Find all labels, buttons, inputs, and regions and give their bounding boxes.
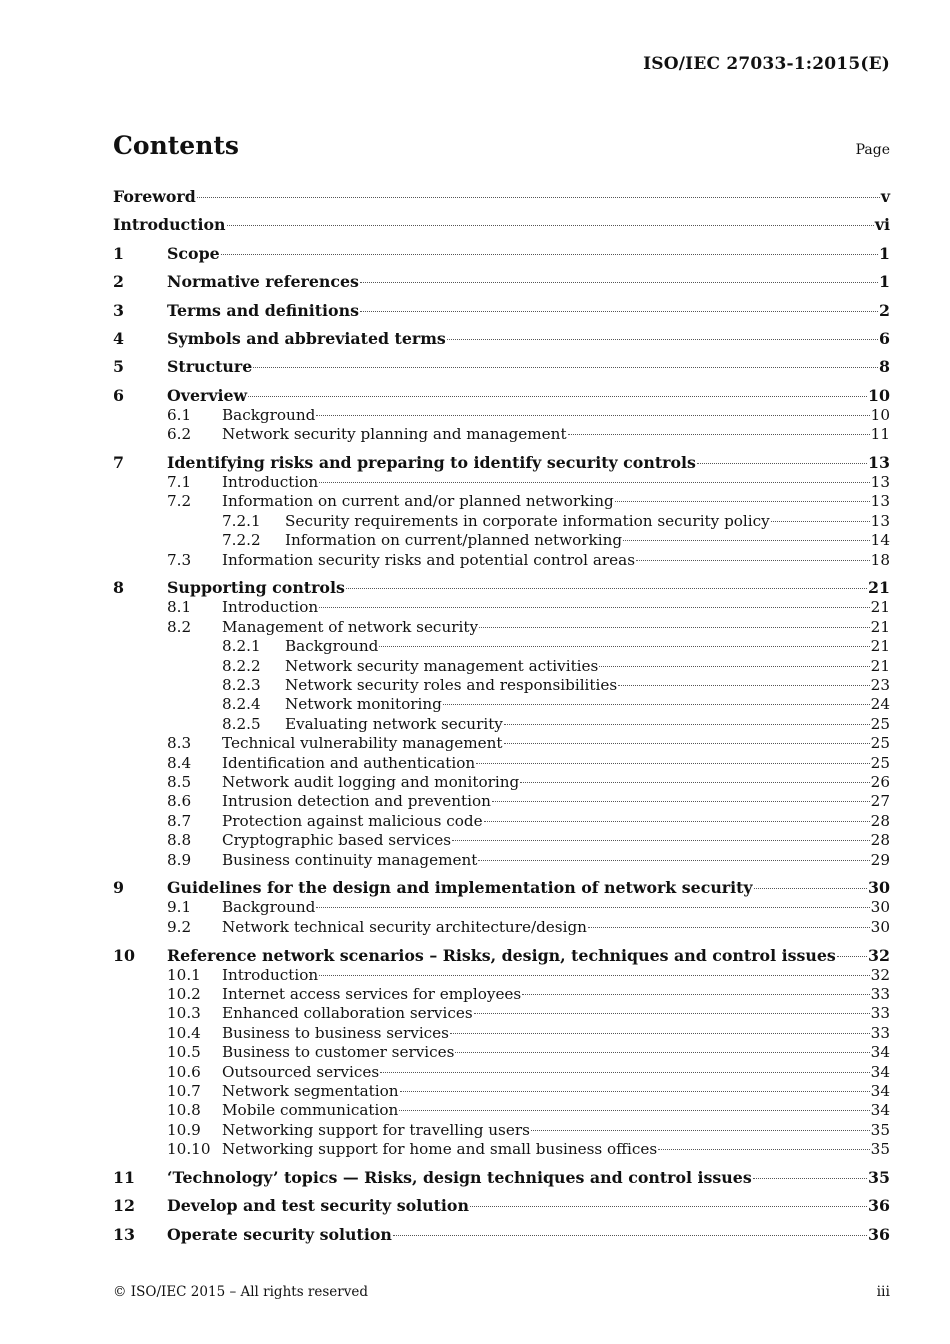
toc-entry-number: 7.2.2 (222, 531, 261, 550)
toc-entry-page: 25 (870, 714, 890, 733)
toc-entry-number: 10.10 (167, 1140, 211, 1159)
toc-entry-label: Guidelines for the design and implementation of network security (167, 878, 753, 898)
toc-entry-number: 2 (113, 272, 124, 292)
toc-entry-number: 12 (113, 1196, 135, 1216)
dot-leader (253, 367, 878, 368)
toc-entry-page: 34 (870, 1082, 890, 1101)
toc-entry-label: Technical vulnerability management (222, 734, 503, 753)
toc-entry-page: 35 (870, 1140, 890, 1159)
toc-entry-page: 21 (868, 578, 890, 598)
toc-entry-page: 1 (879, 243, 890, 263)
toc-entry-number: 8.2.2 (222, 656, 261, 675)
toc-entry-number: 8.2.5 (222, 714, 261, 733)
toc-entry-label: Network monitoring (285, 695, 442, 714)
toc-entry-number: 8.2 (167, 617, 192, 636)
dot-leader (319, 975, 869, 976)
toc-entry[interactable] (113, 1004, 890, 1023)
toc-entry-number: 10.4 (167, 1023, 201, 1042)
toc-entry[interactable] (113, 531, 890, 550)
toc-entry-label: Scope (167, 243, 220, 263)
toc-entry-label: Intrusion detection and prevention (222, 792, 491, 811)
footer-page-number: iii (876, 1284, 890, 1300)
toc-entry-label: Introduction (222, 965, 319, 984)
toc-entry[interactable] (113, 715, 890, 734)
toc-entry-label: Enhanced collaboration services (222, 1004, 473, 1023)
toc-entry-page: 24 (870, 695, 890, 714)
toc-entry-label: Business to customer services (222, 1043, 455, 1062)
toc-entry-label: Mobile communication (222, 1101, 399, 1120)
toc-entry-number: 11 (113, 1168, 135, 1188)
toc-entry-label: Management of network security (222, 617, 479, 636)
dot-leader (399, 1110, 869, 1111)
toc-entry-number: 7.3 (167, 550, 192, 569)
toc-entry-page: vi (874, 215, 890, 235)
toc-entry-page: 8 (879, 357, 890, 377)
toc-entry-page: 25 (870, 753, 890, 772)
toc-entry[interactable] (113, 695, 890, 714)
toc-entry-number: 9.2 (167, 917, 192, 936)
toc-entry-page: 2 (879, 300, 890, 320)
toc-entry-number: 8.9 (167, 850, 192, 869)
toc-entry-label: Network audit logging and monitoring (222, 773, 520, 792)
toc-entry-number: 8.5 (167, 773, 192, 792)
toc-entry[interactable] (113, 271, 890, 292)
toc-entry-label: Overview (167, 385, 248, 405)
toc-entry[interactable] (113, 1043, 890, 1062)
toc-entry[interactable] (113, 985, 890, 1004)
dot-leader (470, 1206, 867, 1207)
toc-entry[interactable] (113, 657, 890, 676)
dot-leader (452, 840, 870, 841)
dot-leader (319, 482, 869, 483)
dot-leader (504, 743, 870, 744)
toc-entry-number: 8.3 (167, 734, 192, 753)
toc-entry-label: Outsourced services (222, 1062, 380, 1081)
dot-leader (492, 801, 870, 802)
toc-entry-label: Introduction (222, 598, 319, 617)
toc-entry-label: Network security roles and responsibilities (285, 675, 618, 694)
toc-entry-number: 8 (113, 578, 124, 598)
toc-entry[interactable] (113, 676, 890, 695)
dot-leader (455, 1052, 869, 1053)
toc-entry-number: 6.2 (167, 425, 192, 444)
toc-entry-label: Business continuity management (222, 850, 478, 869)
toc-entry-page: 35 (868, 1168, 890, 1188)
toc-entry[interactable] (113, 1224, 890, 1245)
toc-entry-label: Information on current and/or planned networking (222, 492, 614, 511)
toc-entry-number: 10.7 (167, 1082, 201, 1101)
toc-entry-number: 10.2 (167, 985, 201, 1004)
toc-entry-label: ‘Technology’ topics — Risks, design techniques and control issues (167, 1168, 752, 1188)
toc-entry-page: 34 (870, 1043, 890, 1062)
toc-entry[interactable] (113, 773, 890, 792)
dot-leader (753, 1178, 867, 1179)
toc-entry-number: 3 (113, 300, 124, 320)
toc-entry-page: 25 (870, 734, 890, 753)
toc-entry-page: 21 (870, 656, 890, 675)
dot-leader (346, 588, 867, 589)
toc-entry[interactable] (113, 425, 890, 444)
toc-entry-number: 8.6 (167, 792, 192, 811)
dot-leader (658, 1149, 870, 1150)
dot-leader (227, 225, 874, 226)
dot-leader (221, 254, 878, 255)
toc-entry-number: 10.5 (167, 1043, 201, 1062)
toc-entry-number: 7.2 (167, 492, 192, 511)
toc-entry-page: 28 (870, 811, 890, 830)
table-of-contents (113, 186, 890, 1245)
toc-entry[interactable] (113, 300, 890, 321)
dot-leader (531, 1130, 870, 1131)
toc-entry-label: Networking support for home and small business offices (222, 1140, 658, 1159)
toc-entry-page: 21 (870, 598, 890, 617)
toc-entry[interactable] (113, 918, 890, 937)
toc-entry[interactable] (113, 618, 890, 637)
toc-entry-page: 23 (870, 675, 890, 694)
toc-entry[interactable] (113, 851, 890, 870)
page-column-label: Page (855, 142, 890, 158)
toc-entry-label: Background (222, 405, 316, 424)
toc-entry-page: 32 (868, 945, 890, 965)
toc-entry-number: 5 (113, 357, 124, 377)
toc-entry-label: Structure (167, 357, 253, 377)
toc-entry[interactable] (113, 812, 890, 831)
toc-entry[interactable] (113, 1024, 890, 1043)
dot-leader (520, 782, 869, 783)
toc-entry[interactable] (113, 577, 890, 598)
toc-entry-label: Internet access services for employees (222, 985, 522, 1004)
toc-entry-number: 4 (113, 328, 124, 348)
toc-entry-label: Network segmentation (222, 1082, 399, 1101)
toc-entry-number: 10.1 (167, 965, 201, 984)
toc-entry[interactable] (113, 831, 890, 850)
toc-entry-label: Normative references (167, 272, 359, 292)
toc-entry-number: 8.2.3 (222, 675, 261, 694)
toc-entry-page: 21 (870, 637, 890, 656)
toc-entry-label: Network security management activities (285, 656, 599, 675)
toc-entry-label: Security requirements in corporate information security policy (285, 511, 770, 530)
toc-entry-label: Network security planning and management (222, 425, 567, 444)
toc-entry[interactable] (113, 186, 890, 207)
dot-leader (484, 821, 870, 822)
toc-entry-number: 10.6 (167, 1062, 201, 1081)
toc-entry-label: Reference network scenarios – Risks, design, techniques and control issues (167, 945, 836, 965)
dot-leader (360, 282, 878, 283)
toc-entry-page: 34 (870, 1062, 890, 1081)
toc-entry[interactable] (113, 512, 890, 531)
dot-leader (316, 415, 869, 416)
toc-entry-page: 32 (870, 965, 890, 984)
dot-leader (360, 311, 878, 312)
toc-entry[interactable] (113, 945, 890, 966)
toc-entry-page: 11 (870, 425, 890, 444)
toc-entry[interactable] (113, 792, 890, 811)
toc-entry-page: 13 (870, 472, 890, 491)
dot-leader (478, 860, 869, 861)
dot-leader (615, 501, 870, 502)
toc-entry-number: 8.2.4 (222, 695, 261, 714)
dot-leader (568, 434, 870, 435)
dot-leader (636, 560, 870, 561)
toc-entry-label: Evaluating network security (285, 714, 503, 733)
toc-entry-number: 8.7 (167, 811, 192, 830)
toc-entry-label: Information security risks and potential control areas (222, 550, 636, 569)
toc-entry-label: Identifying risks and preparing to identify security controls (167, 452, 696, 472)
dot-leader (450, 1033, 870, 1034)
toc-entry[interactable] (113, 214, 890, 235)
toc-entry-page: 36 (868, 1224, 890, 1244)
toc-entry[interactable] (113, 754, 890, 773)
toc-entry[interactable] (113, 1167, 890, 1188)
toc-entry-number: 10.8 (167, 1101, 201, 1120)
toc-entry[interactable] (113, 551, 890, 570)
toc-entry-label: Foreword (113, 187, 196, 206)
toc-entry-page: 34 (870, 1101, 890, 1120)
toc-entry[interactable] (113, 473, 890, 492)
toc-entry[interactable] (113, 385, 890, 406)
toc-entry-label: Background (222, 898, 316, 917)
toc-entry-label: Protection against malicious code (222, 811, 483, 830)
toc-entry-page: 10 (868, 385, 890, 405)
toc-entry[interactable] (113, 328, 890, 349)
toc-entry-number: 10 (113, 945, 135, 965)
toc-entry-number: 13 (113, 1224, 135, 1244)
dot-leader (599, 666, 869, 667)
dot-leader (588, 927, 870, 928)
toc-entry-page: 6 (879, 328, 890, 348)
toc-entry-page: 30 (870, 917, 890, 936)
toc-entry[interactable] (113, 1063, 890, 1082)
toc-entry-number: 9 (113, 878, 124, 898)
toc-entry[interactable] (113, 356, 890, 377)
toc-entry-number: 6 (113, 385, 124, 405)
dot-leader (504, 724, 870, 725)
toc-entry-page: 29 (870, 850, 890, 869)
dot-leader (380, 1072, 870, 1073)
dot-leader (316, 907, 869, 908)
toc-entry-label: Introduction (222, 472, 319, 491)
dot-leader (697, 463, 867, 464)
toc-entry-page: v (880, 187, 890, 206)
toc-entry-number: 6.1 (167, 405, 192, 424)
dot-leader (447, 339, 878, 340)
toc-entry-label: Networking support for travelling users (222, 1120, 530, 1139)
dot-leader (837, 956, 867, 957)
toc-entry[interactable] (113, 1195, 890, 1216)
toc-entry-number: 7.1 (167, 472, 192, 491)
toc-entry-label: Supporting controls (167, 578, 345, 598)
dot-leader (400, 1091, 870, 1092)
toc-entry-page: 33 (870, 985, 890, 1004)
toc-entry-label: Develop and test security solution (167, 1196, 469, 1216)
toc-entry-page: 33 (870, 1004, 890, 1023)
dot-leader (248, 396, 867, 397)
toc-entry-number: 8.2.1 (222, 637, 261, 656)
toc-entry-page: 26 (870, 773, 890, 792)
page-title: Contents (113, 131, 240, 160)
dot-leader (754, 888, 867, 889)
toc-entry[interactable] (113, 492, 890, 511)
dot-leader (197, 197, 880, 198)
copyright-notice: © ISO/IEC 2015 – All rights reserved (113, 1284, 368, 1300)
toc-entry-page: 35 (870, 1120, 890, 1139)
toc-entry-number: 8.4 (167, 753, 192, 772)
toc-entry-number: 7.2.1 (222, 511, 261, 530)
toc-entry-label: Cryptographic based services (222, 831, 452, 850)
toc-entry-label: Network technical security architecture/design (222, 917, 587, 936)
toc-entry-page: 36 (868, 1196, 890, 1216)
toc-entry-page: 30 (870, 898, 890, 917)
toc-entry-page: 30 (868, 878, 890, 898)
toc-entry-page: 10 (870, 405, 890, 424)
toc-entry-page: 18 (870, 550, 890, 569)
toc-entry-page: 1 (879, 272, 890, 292)
toc-entry-page: 28 (870, 831, 890, 850)
toc-entry[interactable] (113, 877, 890, 898)
dot-leader (618, 685, 870, 686)
toc-entry[interactable] (113, 452, 890, 473)
dot-leader (479, 627, 870, 628)
toc-entry-page: 33 (870, 1023, 890, 1042)
toc-entry-label: Introduction (113, 215, 226, 235)
toc-entry-number: 1 (113, 243, 124, 263)
toc-entry-number: 9.1 (167, 898, 192, 917)
toc-entry[interactable] (113, 598, 890, 617)
toc-entry-number: 8.8 (167, 831, 192, 850)
toc-entry[interactable] (113, 406, 890, 425)
toc-entry-label: Background (285, 637, 379, 656)
toc-entry-number: 7 (113, 452, 124, 472)
dot-leader (522, 994, 869, 995)
dot-leader (393, 1235, 867, 1236)
dot-leader (443, 704, 870, 705)
toc-entry-page: 13 (870, 492, 890, 511)
dot-leader (474, 1013, 870, 1014)
toc-entry-label: Operate security solution (167, 1224, 392, 1244)
toc-entry-page: 14 (870, 531, 890, 550)
dot-leader (379, 646, 869, 647)
toc-entry-label: Symbols and abbreviated terms (167, 328, 446, 348)
dot-leader (319, 607, 869, 608)
toc-entry-page: 13 (870, 511, 890, 530)
dot-leader (623, 540, 870, 541)
toc-entry[interactable] (113, 966, 890, 985)
toc-entry-number: 10.3 (167, 1004, 201, 1023)
toc-entry[interactable] (113, 734, 890, 753)
toc-entry[interactable] (113, 1140, 890, 1159)
toc-entry[interactable] (113, 898, 890, 917)
toc-entry[interactable] (113, 1121, 890, 1140)
toc-entry-number: 8.1 (167, 598, 192, 617)
toc-entry-page: 13 (868, 452, 890, 472)
toc-entry[interactable] (113, 637, 890, 656)
toc-entry-label: Identification and authentication (222, 753, 476, 772)
toc-entry-label: Business to business services (222, 1023, 449, 1042)
toc-entry-label: Terms and definitions (167, 300, 359, 320)
toc-entry-page: 27 (870, 792, 890, 811)
toc-entry-page: 21 (870, 617, 890, 636)
toc-entry[interactable] (113, 1101, 890, 1120)
dot-leader (771, 521, 870, 522)
toc-entry-number: 10.9 (167, 1120, 201, 1139)
toc-entry[interactable] (113, 243, 890, 264)
toc-entry-label: Information on current/planned networking (285, 531, 623, 550)
toc-entry[interactable] (113, 1082, 890, 1101)
document-id: ISO/IEC 27033-1:2015(E) (643, 54, 890, 74)
dot-leader (476, 763, 870, 764)
